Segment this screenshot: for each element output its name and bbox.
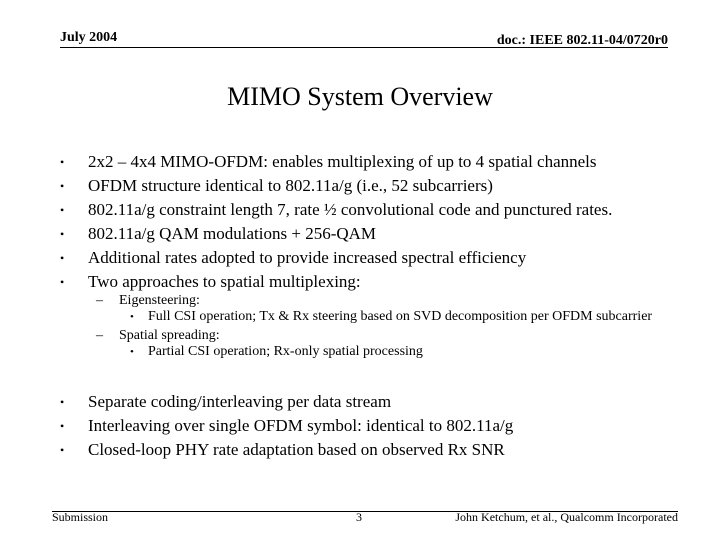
bullet-dot-icon: • — [60, 443, 65, 457]
bullet-item — [60, 174, 680, 198]
bullet-dot-icon: • — [60, 419, 65, 433]
bullet-item — [60, 414, 680, 438]
bullet-item — [60, 198, 680, 222]
bullet-dot-icon: • — [60, 251, 65, 265]
bullet-dot-icon: • — [60, 395, 65, 409]
bullet-dot-icon: • — [60, 275, 65, 289]
page-number: 3 — [356, 510, 362, 524]
sub-sub-item-text: Full CSI operation; Tx & Rx steering based on SVD decomposition per OFDM subcarrier — [148, 309, 653, 324]
bullet-dot-icon: • — [130, 311, 134, 323]
sub-item-text: Spatial spreading: — [119, 328, 220, 343]
slide-title: MIMO System Overview — [227, 82, 493, 111]
sub-item-text: Eigensteering: — [119, 293, 200, 308]
bullet-dot-icon: • — [60, 155, 65, 169]
dash-bullet-icon: – — [96, 293, 103, 308]
sub-sub-item-text: Partial CSI operation; Rx-only spatial processing — [148, 344, 423, 359]
header-doc-id: doc.: IEEE 802.11-04/0720r0 — [496, 33, 668, 48]
sub-sub-list — [119, 344, 676, 360]
bullet-item — [60, 270, 680, 294]
bullet-text: Closed-loop PHY rate adaptation based on observed Rx SNR — [88, 440, 505, 459]
bullet-dot-icon: • — [60, 227, 65, 241]
sub-item-list — [96, 293, 676, 363]
footer-authors: John Ketchum, et al., Qualcomm Incorporated — [455, 510, 678, 524]
sub-item — [96, 293, 676, 325]
bullet-text: Separate coding/interleaving per data stream — [88, 392, 392, 411]
bullet-list-bottom — [60, 390, 680, 462]
sub-item — [96, 328, 676, 360]
bullet-text: 802.11a/g constraint length 7, rate ½ convolutional code and punctured rates. — [88, 200, 613, 219]
sub-sub-item — [119, 344, 676, 360]
sub-sub-item — [119, 309, 676, 325]
bullet-text: OFDM structure identical to 802.11a/g (i.e., 52 subcarriers) — [88, 176, 493, 195]
header-date: July 2004 — [60, 30, 118, 45]
dash-bullet-icon: – — [96, 328, 103, 343]
bullet-text: 2x2 – 4x4 MIMO-OFDM: enables multiplexing of up to 4 spatial channels — [88, 152, 597, 171]
bullet-item — [60, 150, 680, 174]
bullet-item — [60, 222, 680, 246]
bullet-item — [60, 246, 680, 270]
footer-submission: Submission — [52, 510, 109, 524]
bullet-list-top — [60, 150, 680, 294]
bullet-dot-icon: • — [130, 346, 134, 358]
bullet-dot-icon: • — [60, 203, 65, 217]
sub-sub-list — [119, 309, 676, 325]
bullet-item — [60, 438, 680, 462]
bullet-text: 802.11a/g QAM modulations + 256-QAM — [88, 224, 377, 243]
bullet-text: Interleaving over single OFDM symbol: identical to 802.11a/g — [88, 416, 514, 435]
bullet-text: Additional rates adopted to provide increased spectral efficiency — [88, 248, 527, 267]
bullet-text: Two approaches to spatial multiplexing: — [88, 272, 361, 291]
bullet-item — [60, 390, 680, 414]
bullet-dot-icon: • — [60, 179, 65, 193]
header-divider — [60, 47, 668, 48]
